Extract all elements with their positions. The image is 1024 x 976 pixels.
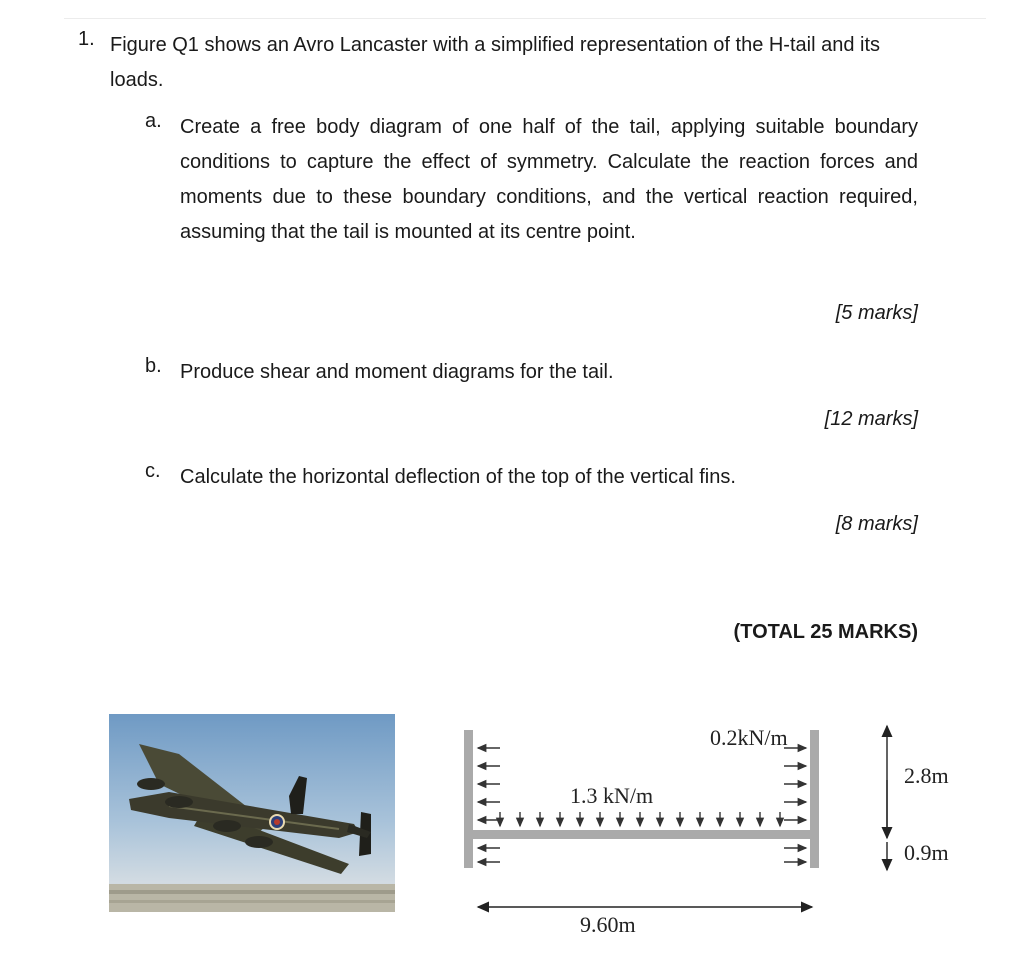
part-b-text: Produce shear and moment diagrams for the tail.: [180, 361, 614, 383]
part-c-marks: [8 marks]: [835, 513, 918, 535]
top-load-label: 1.3 kN/m: [570, 783, 654, 808]
part-b-marks: [12 marks]: [824, 408, 918, 430]
lancaster-photo: [109, 714, 395, 912]
lower-height-label: 0.9m: [904, 840, 949, 865]
side-load-label: 0.2kN/m: [710, 725, 788, 750]
beam-load-arrows: [500, 812, 780, 826]
upper-height-label: 2.8m: [904, 763, 949, 788]
part-a-marks: [5 marks]: [835, 302, 918, 324]
right-fin: [810, 730, 819, 868]
part-c-text: Calculate the horizontal deflection of the top of the vertical fins.: [180, 466, 736, 488]
top-divider: [64, 18, 986, 19]
left-fin-load-arrows: [478, 748, 500, 862]
part-a-text: Create a free body diagram of one half of the tail, applying suitable boundary conditions to capture the effect of symmetry. Calculate the reaction forces and moments due to these boundary conditions, and the vertical reaction required, assuming that the tail is mounted at its centre point.: [180, 116, 918, 243]
part-a-label: a.: [145, 110, 162, 132]
question-number: 1.: [78, 28, 95, 50]
span-label: 9.60m: [580, 912, 636, 937]
part-c-label: c.: [145, 460, 161, 482]
right-fin-load-arrows: [784, 748, 806, 862]
left-fin: [464, 730, 473, 868]
question-text: Figure Q1 shows an Avro Lancaster with a simplified representation of the H-tail and its loads.: [110, 34, 881, 91]
h-tail-diagram: [440, 700, 1000, 960]
part-b-label: b.: [145, 355, 162, 377]
total-marks: (TOTAL 25 MARKS): [733, 621, 918, 643]
horizontal-beam: [464, 830, 819, 839]
